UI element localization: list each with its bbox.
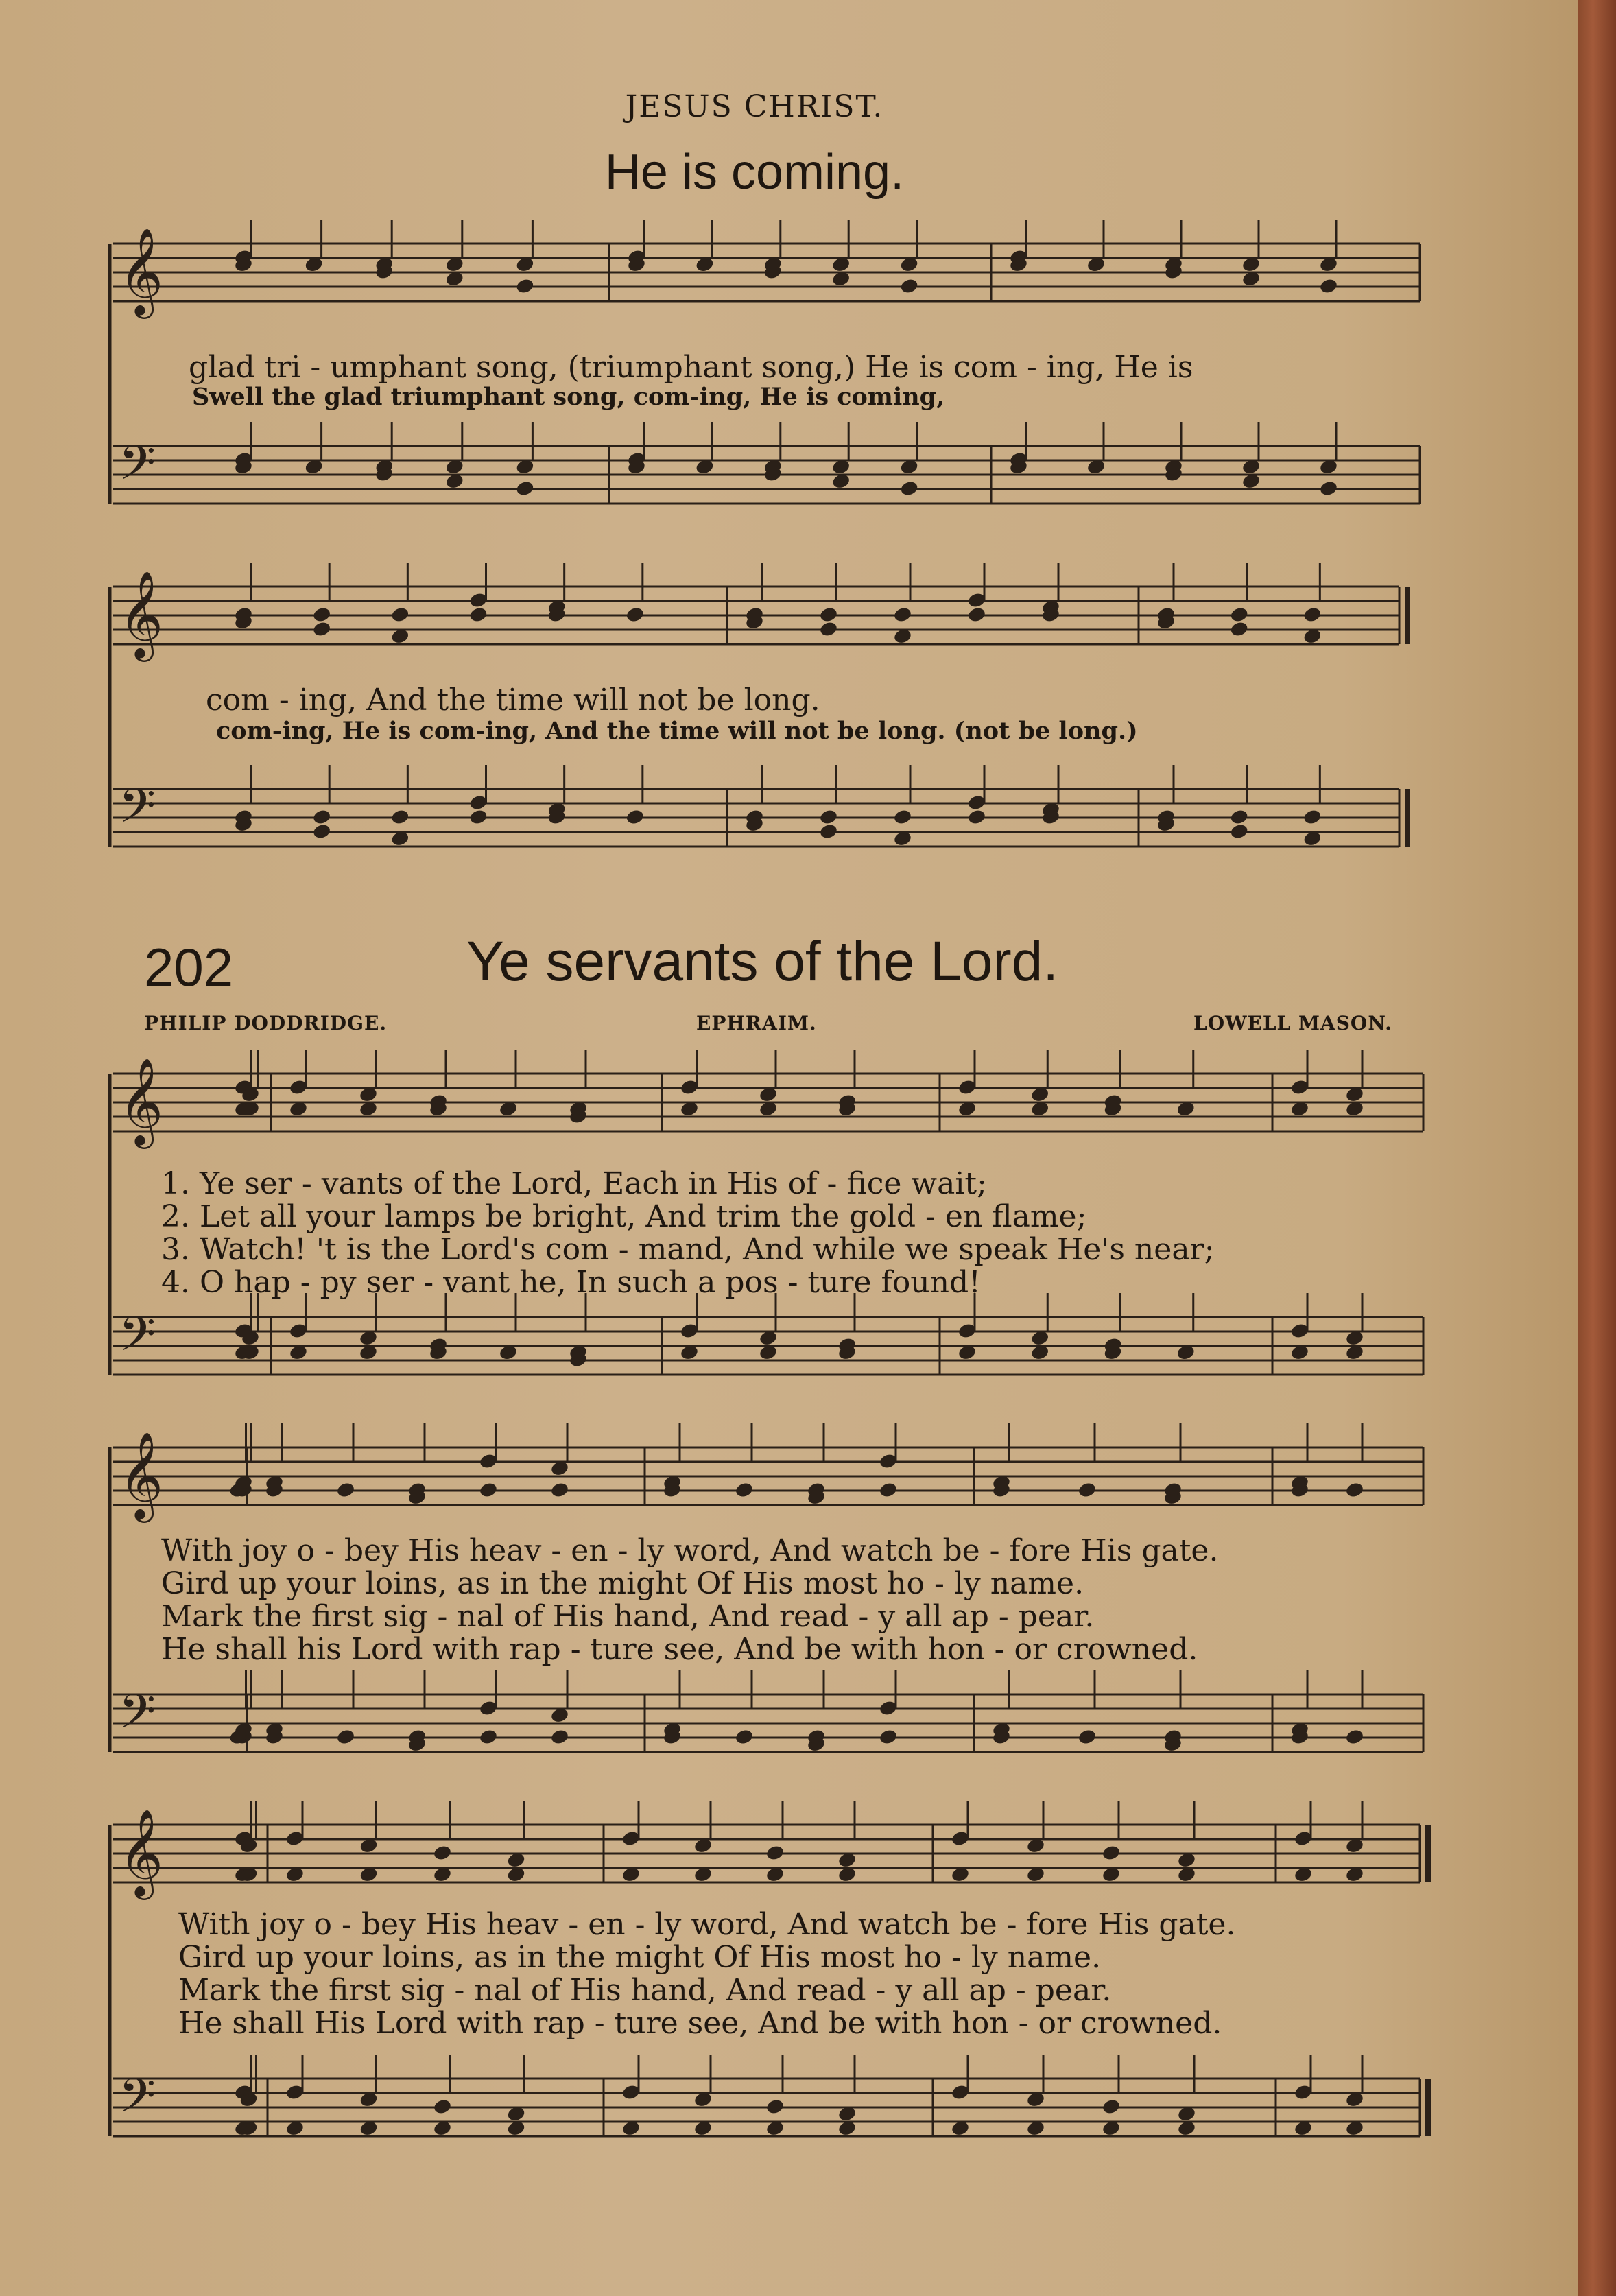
system1-lower-lyric: Swell the glad triumphant song, com-ing, He is coming,	[192, 383, 945, 411]
system5-verse-4: He shall His Lord with rap - ture see, And be with hon - or crowned.	[178, 2006, 1222, 2041]
treble-clef-icon: 𝄞	[119, 1431, 164, 1519]
treble-clef-icon: 𝄞	[119, 570, 164, 658]
treble-clef-icon: 𝄞	[119, 227, 164, 315]
section-heading: JESUS CHRIST.	[625, 89, 884, 124]
system4-verse-4: He shall his Lord with rap - ture see, And be with hon - or crowned.	[161, 1632, 1198, 1667]
system2-upper-lyric: com - ing, And the time will not be long.	[206, 683, 820, 718]
hymn-tune: EPHRAIM.	[696, 1012, 817, 1034]
bass-clef-icon: 𝄢	[119, 435, 156, 502]
system5-verse-1: With joy o - bey His heav - en - ly word, And watch be - fore His gate.	[178, 1907, 1236, 1942]
hymn-number: 202	[144, 937, 234, 997]
system4-verse-3: Mark the first sig - nal of His hand, And read - y all ap - pear.	[161, 1599, 1095, 1634]
system3-verse-4: 4. O hap - py ser - vant he, In such a pos - ture found!	[161, 1265, 981, 1300]
system3-verse-1: 1. Ye ser - vants of the Lord, Each in His of - fice wait;	[161, 1166, 987, 1201]
hymn-title: Ye servants of the Lord.	[466, 930, 1059, 993]
system3-verse-2: 2. Let all your lamps be bright, And trim the gold - en flame;	[161, 1199, 1087, 1234]
system3-verse-3: 3. Watch! 't is the Lord's com - mand, And while we speak He's near;	[161, 1232, 1215, 1267]
bass-clef-icon: 𝄢	[119, 778, 156, 845]
bass-clef-icon: 𝄢	[119, 1306, 156, 1373]
bass-clef-icon: 𝄢	[119, 1683, 156, 1751]
treble-clef-icon: 𝄞	[119, 1057, 164, 1145]
book-spine-edge	[1578, 0, 1616, 2296]
first-hymn-title: He is coming.	[604, 145, 905, 200]
system4-verse-1: With joy o - bey His heav - en - ly word, And watch be - fore His gate.	[161, 1533, 1219, 1568]
treble-clef-icon: 𝄞	[119, 1808, 164, 1896]
system5-verse-3: Mark the first sig - nal of His hand, And read - y all ap - pear.	[178, 1973, 1112, 2008]
system2-lower-lyric: com-ing, He is com-ing, And the time will not be long. (not be long.)	[216, 717, 1138, 745]
system4-verse-2: Gird up your loins, as in the might Of His most ho - ly name.	[161, 1566, 1084, 1601]
system5-verse-2: Gird up your loins, as in the might Of His most ho - ly name.	[178, 1940, 1102, 1975]
hymn-composer: LOWELL MASON.	[1193, 1012, 1392, 1034]
bass-clef-icon: 𝄢	[119, 2068, 156, 2135]
hymn-author: PHILIP DODDRIDGE.	[144, 1012, 388, 1034]
system1-upper-lyric: glad tri - umphant song, (triumphant song,) He is com - ing, He is	[189, 350, 1193, 385]
